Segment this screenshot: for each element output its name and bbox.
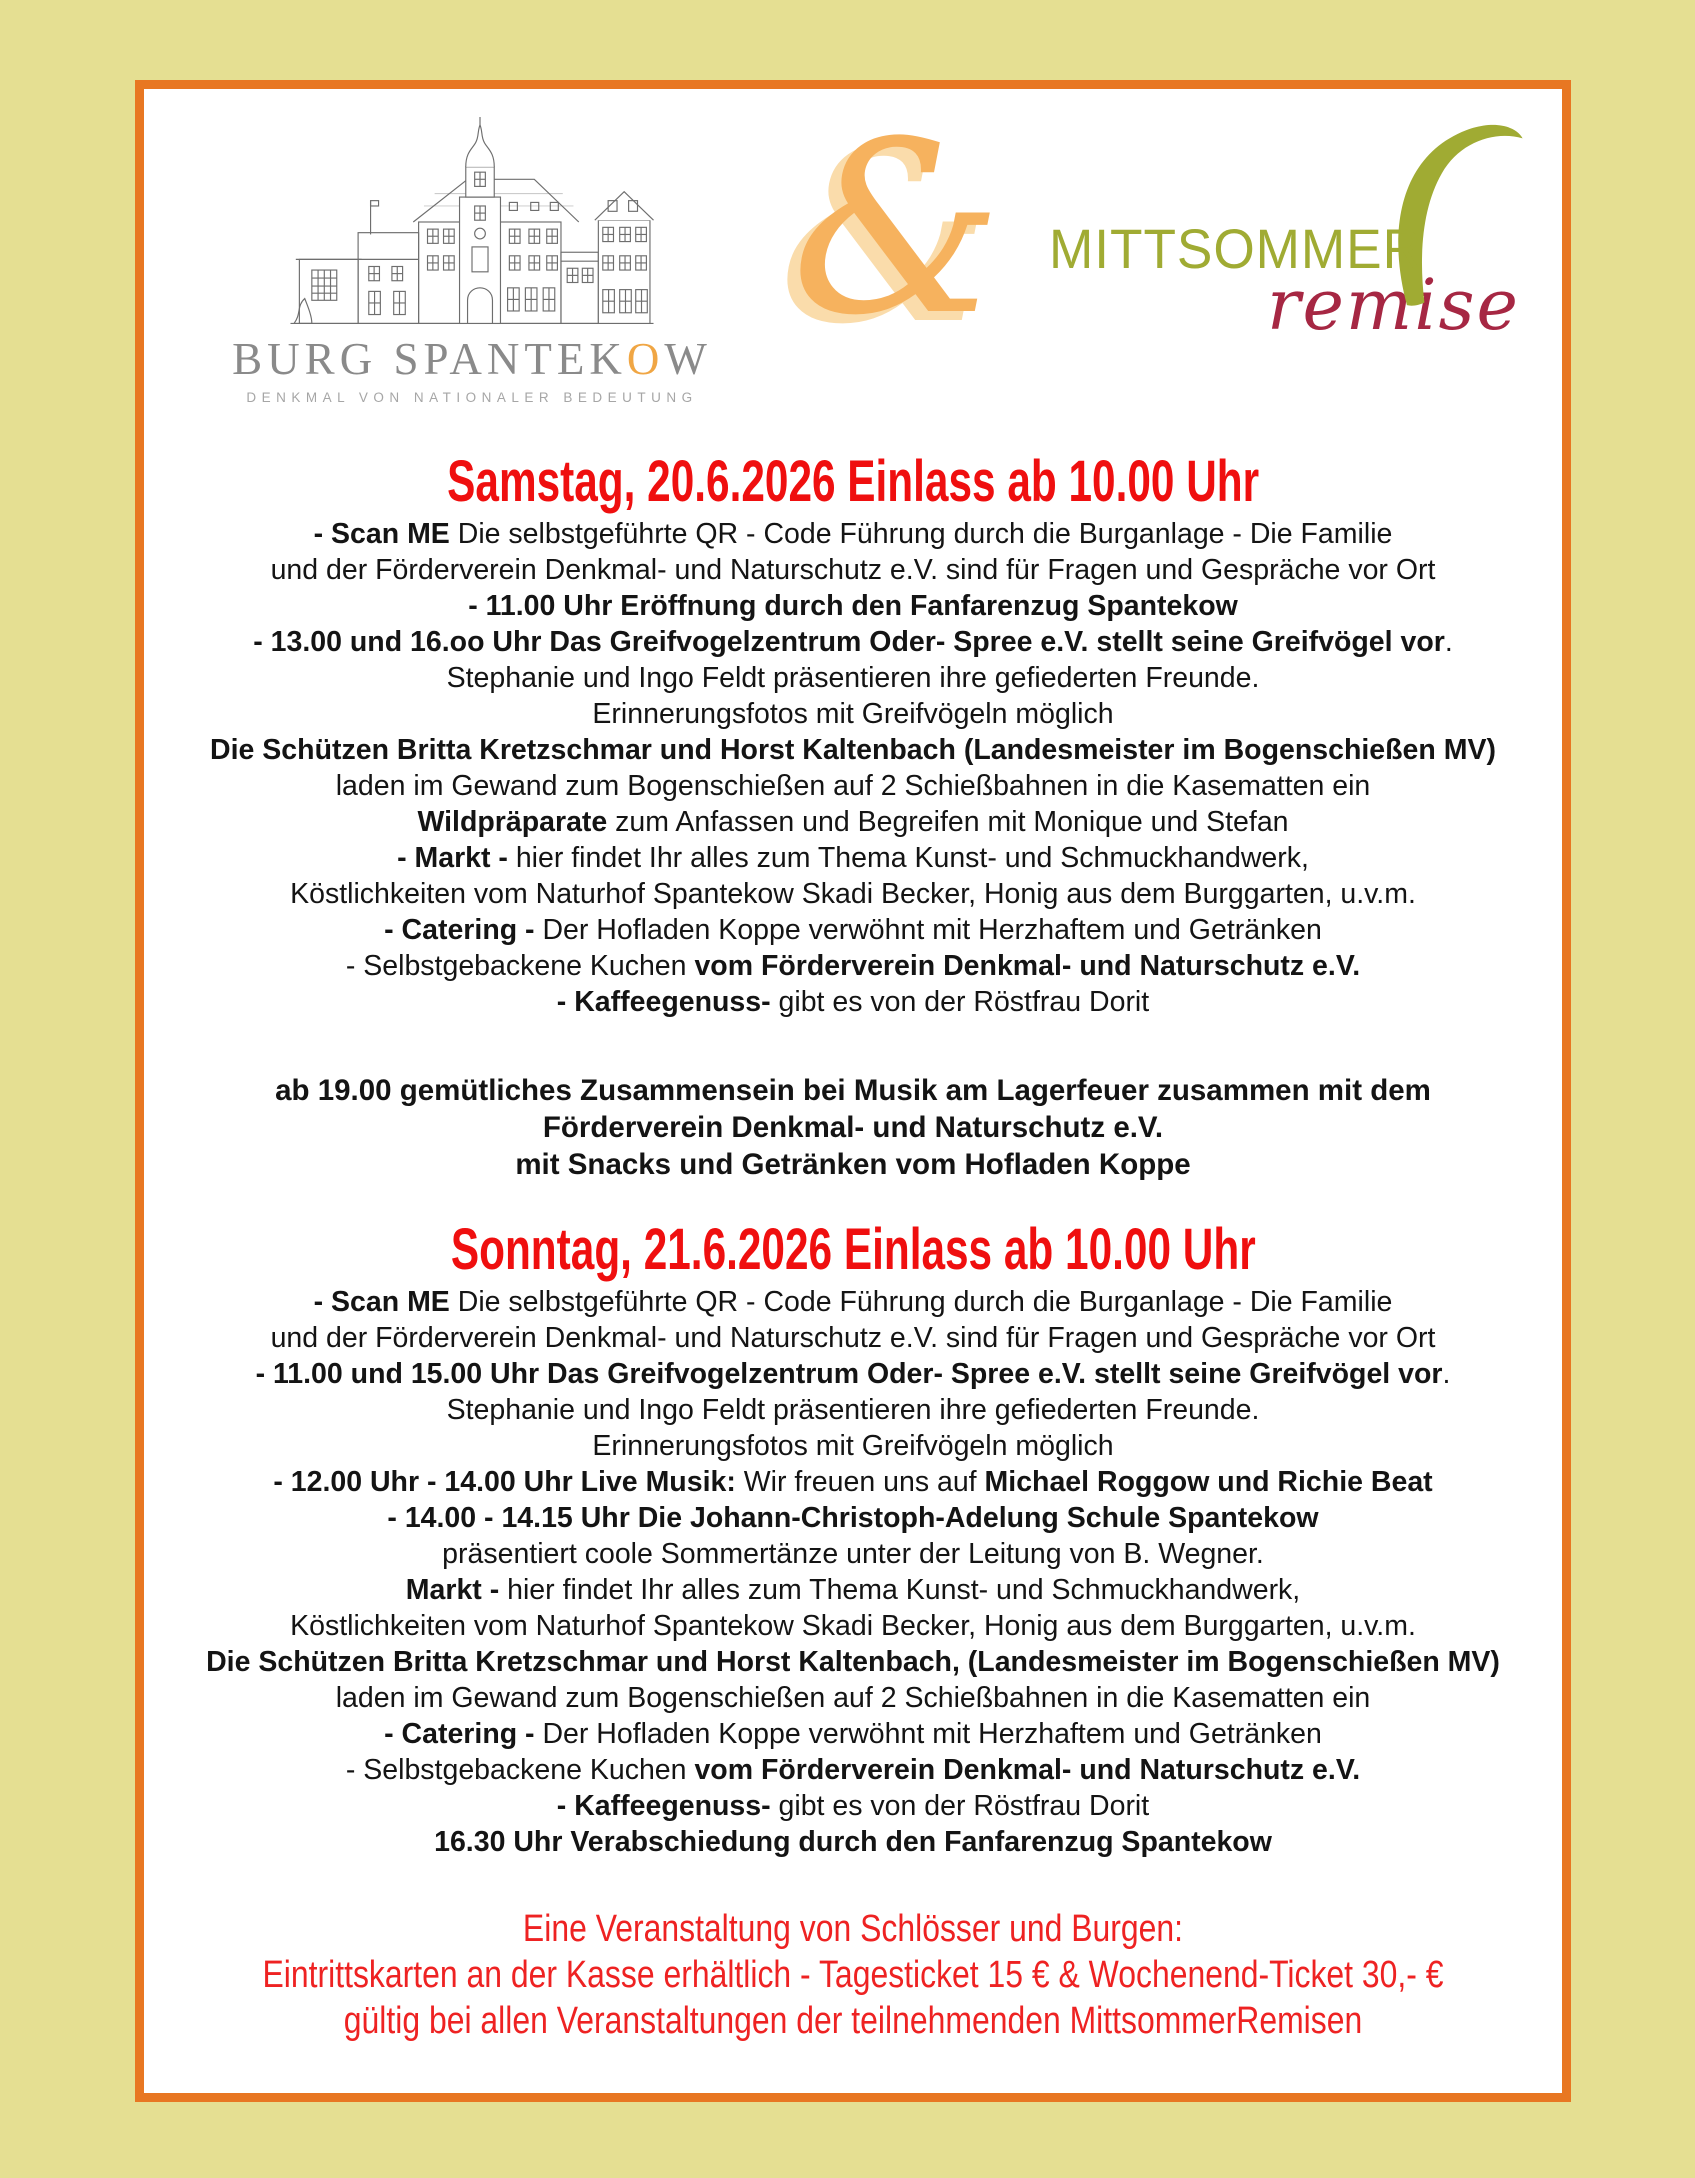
schedule-line: und der Förderverein Denkmal- und Naturschutz e.V. sind für Fragen und Gespräche vor Ort bbox=[270, 554, 1436, 586]
burg-logo-title: BURG SPANTEKOW bbox=[232, 334, 712, 384]
schedule-line: - Kaffeegenuss- gibt es von der Röstfrau Dorit bbox=[556, 986, 1150, 1018]
schedule-line: Eintrittskarten an der Kasse erhältlich - Tagesticket 15 € & Wochenend-Ticket 30,- € bbox=[262, 1954, 1444, 1996]
swoosh-icon bbox=[1380, 113, 1528, 313]
schedule-line: Eine Veranstaltung von Schlösser und Burgen: bbox=[522, 1908, 1184, 1950]
schedule-line: Köstlichkeiten vom Naturhof Spantekow Skadi Becker, Honig aus dem Burggarten, u.v.m. bbox=[290, 878, 1416, 910]
schedule-line: Markt - hier findet Ihr alles zum Thema Kunst- und Schmuckhandwerk, bbox=[405, 1574, 1301, 1606]
schedule-line: - 11.00 und 15.00 Uhr Das Greifvogelzentrum Oder- Spree e.V. stellt seine Greifvögel vor. bbox=[255, 1358, 1451, 1390]
mittsommer-wordmark: MITTSOMMER bbox=[1049, 217, 1422, 280]
schedule-line: Die Schützen Britta Kretzschmar und Horst Kaltenbach, (Landesmeister im Bogenschießen MV) bbox=[206, 1646, 1500, 1678]
burg-spantekow-logo bbox=[232, 117, 712, 405]
schedule-line: Die Schützen Britta Kretzschmar und Horst Kaltenbach (Landesmeister im Bogenschießen MV) bbox=[210, 734, 1496, 766]
schedule-line: Erinnerungsfotos mit Greifvögeln möglich bbox=[592, 698, 1114, 730]
schedule-line: Köstlichkeiten vom Naturhof Spantekow Skadi Becker, Honig aus dem Burggarten, u.v.m. bbox=[290, 1610, 1416, 1642]
schedule-line: mit Snacks und Getränken vom Hofladen Koppe bbox=[515, 1148, 1191, 1181]
evening-program bbox=[144, 1072, 1562, 1183]
schedule-line: Wildpräparate zum Anfassen und Begreifen mit Monique und Stefan bbox=[417, 806, 1289, 838]
schedule-line: - 12.00 Uhr - 14.00 Uhr Live Musik: Wir freuen uns auf Michael Roggow und Richie Beat bbox=[273, 1466, 1433, 1498]
schedule-line: laden im Gewand zum Bogenschießen auf 2 Schießbahnen in die Kasematten ein bbox=[335, 770, 1371, 802]
schedule-line: - 11.00 Uhr Eröffnung durch den Fanfarenzug Spantekow bbox=[468, 590, 1238, 622]
schedule-line: und der Förderverein Denkmal- und Naturschutz e.V. sind für Fragen und Gespräche vor Ort bbox=[270, 1322, 1436, 1354]
burg-logo-accent-letter: O bbox=[626, 334, 665, 384]
schedule-line: Stephanie und Ingo Feldt präsentieren ihre gefiederten Freunde. bbox=[446, 1394, 1260, 1426]
saturday-schedule bbox=[144, 516, 1562, 1020]
schedule-line: laden im Gewand zum Bogenschießen auf 2 Schießbahnen in die Kasematten ein bbox=[335, 1682, 1371, 1714]
saturday-heading: Samstag, 20.6.2026 Einlass ab 10.00 Uhr bbox=[447, 449, 1259, 514]
schedule-line: - Selbstgebackene Kuchen vom Förderverein Denkmal- und Naturschutz e.V. bbox=[345, 950, 1361, 982]
schedule-line: - Markt - hier findet Ihr alles zum Thema Kunst- und Schmuckhandwerk, bbox=[397, 842, 1309, 874]
schedule-line: - Scan ME Die selbstgeführte QR - Code Führung durch die Burganlage - Die Familie bbox=[313, 518, 1393, 550]
schedule-line: - Catering - Der Hofladen Koppe verwöhnt mit Herzhaftem und Getränken bbox=[384, 1718, 1322, 1750]
ampersand-icon: & bbox=[791, 91, 1003, 368]
schedule-line: - 13.00 und 16.oo Uhr Das Greifvogelzentrum Oder- Spree e.V. stellt seine Greifvögel vor. bbox=[253, 626, 1453, 658]
schedule-line: - Scan ME Die selbstgeführte QR - Code Führung durch die Burganlage - Die Familie bbox=[313, 1286, 1393, 1318]
schedule-line: Stephanie und Ingo Feldt präsentieren ihre gefiederten Freunde. bbox=[446, 662, 1260, 694]
mittsommer-remise-logo bbox=[1049, 141, 1524, 346]
castle-icon bbox=[271, 117, 673, 335]
sunday-schedule bbox=[144, 1284, 1562, 1860]
sunday-heading: Sonntag, 21.6.2026 Einlass ab 10.00 Uhr bbox=[450, 1217, 1256, 1282]
ticket-info bbox=[144, 1906, 1562, 2044]
schedule-line: ab 19.00 gemütliches Zusammensein bei Musik am Lagerfeuer zusammen mit dem bbox=[275, 1074, 1431, 1107]
schedule-line: präsentiert coole Sommertänze unter der Leitung von B. Wegner. bbox=[442, 1538, 1264, 1570]
schedule-line: gültig bei allen Veranstaltungen der teilnehmenden MittsommerRemisen bbox=[343, 2000, 1363, 2042]
flyer-sheet bbox=[135, 80, 1571, 2102]
header bbox=[144, 89, 1562, 419]
schedule-line: Förderverein Denkmal- und Naturschutz e.V. bbox=[542, 1111, 1164, 1144]
schedule-line: 16.30 Uhr Verabschiedung durch den Fanfarenzug Spantekow bbox=[434, 1826, 1272, 1858]
schedule-line: - Catering - Der Hofladen Koppe verwöhnt mit Herzhaftem und Getränken bbox=[384, 914, 1322, 946]
schedule-line: - 14.00 - 14.15 Uhr Die Johann-Christoph-Adelung Schule Spantekow bbox=[387, 1502, 1319, 1534]
schedule-line: - Kaffeegenuss- gibt es von der Röstfrau Dorit bbox=[556, 1790, 1150, 1822]
burg-logo-subtitle: DENKMAL VON NATIONALER BEDEUTUNG bbox=[246, 390, 698, 405]
schedule-line: Erinnerungsfotos mit Greifvögeln möglich bbox=[592, 1430, 1114, 1462]
remise-wordmark: remise bbox=[1266, 264, 1520, 346]
schedule-line: - Selbstgebackene Kuchen vom Förderverein Denkmal- und Naturschutz e.V. bbox=[345, 1754, 1361, 1786]
